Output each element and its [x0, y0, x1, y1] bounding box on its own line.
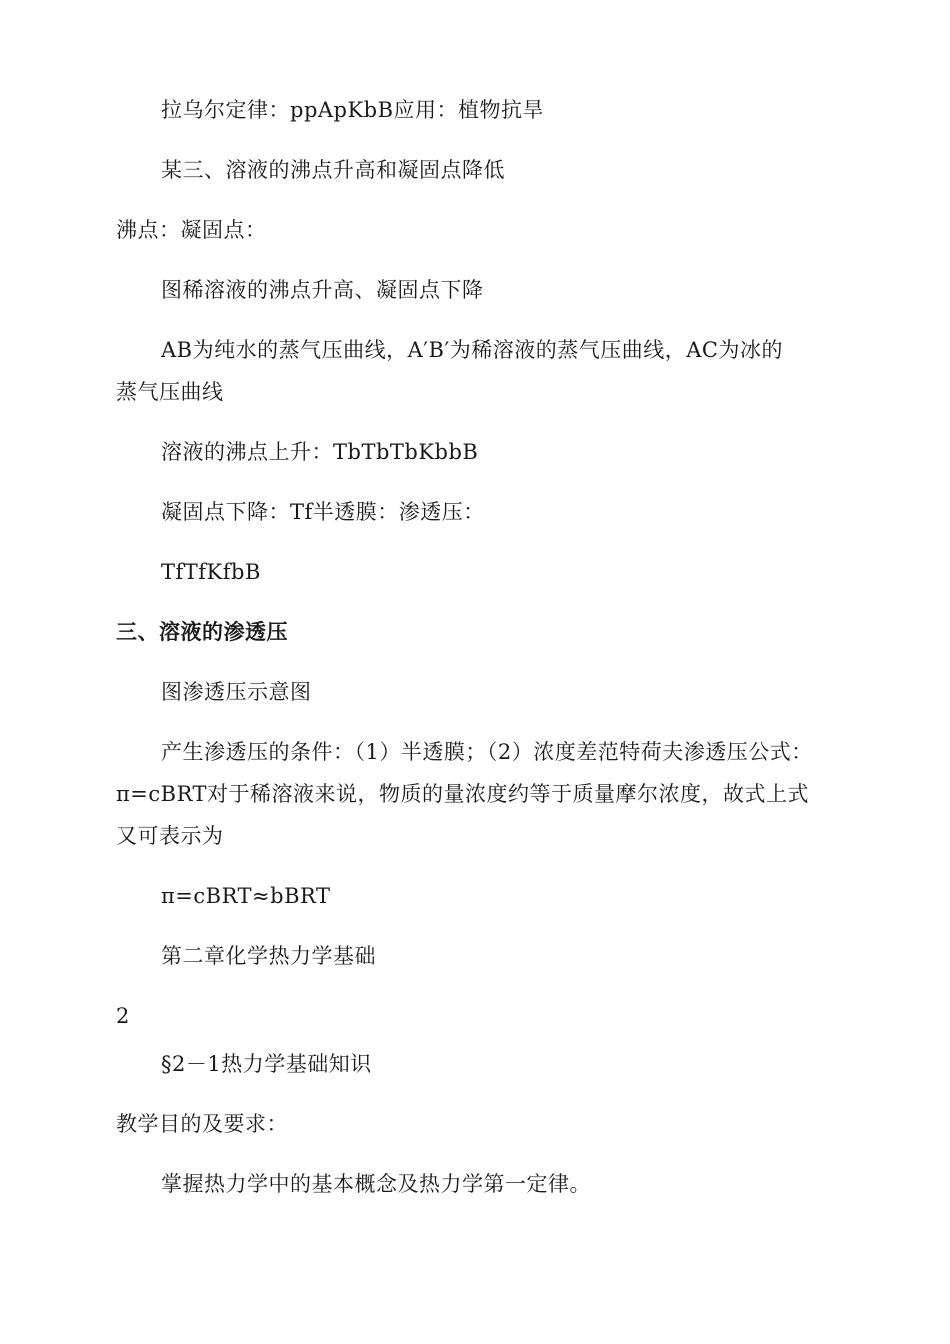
freezing-drop-formula: TfTfKfbB: [161, 560, 261, 584]
boiling-rise-formula: 溶液的沸点上升：TbTbTbKbbB: [161, 440, 479, 464]
vapor-curve-text-cont: 蒸气压曲线: [116, 380, 224, 404]
figure-caption-boiling: 图稀溶液的沸点升高、凝固点下降: [161, 278, 484, 302]
raoult-law-line: 拉乌尔定律：ppApKbB应用：植物抗旱: [161, 98, 545, 122]
teaching-goals-label: 教学目的及要求：: [116, 1112, 288, 1136]
osmotic-section-heading: 三、溶液的渗透压: [116, 620, 288, 644]
page-number: 2: [116, 1004, 130, 1028]
chapter-two-title: 第二章化学热力学基础: [161, 944, 376, 968]
boiling-freezing-point: 沸点：凝固点：: [116, 218, 267, 242]
osmotic-conditions-text: 产生渗透压的条件：（1）半透膜；（2）浓度差范特荷夫渗透压公式：: [161, 740, 813, 764]
section-2-1-title: §2－1热力学基础知识: [161, 1052, 372, 1076]
figure-caption-osmotic: 图渗透压示意图: [161, 680, 312, 704]
freezing-drop-line: 凝固点下降：Tf半透膜：渗透压：: [161, 500, 485, 524]
osmotic-formula-text-cont: 又可表示为: [116, 824, 224, 848]
vapor-curve-text: AB为纯水的蒸气压曲线，A′B′为稀溶液的蒸气压曲线，AC为冰的: [161, 338, 783, 362]
teaching-goals-text: 掌握热力学中的基本概念及热力学第一定律。: [161, 1172, 591, 1196]
boiling-freezing-heading: 某三、溶液的沸点升高和凝固点降低: [161, 158, 505, 182]
osmotic-formula-text: π=cBRT对于稀溶液来说，物质的量浓度约等于质量摩尔浓度，故式上式: [116, 782, 810, 806]
osmotic-formula: π=cBRT≈bBRT: [161, 884, 331, 908]
